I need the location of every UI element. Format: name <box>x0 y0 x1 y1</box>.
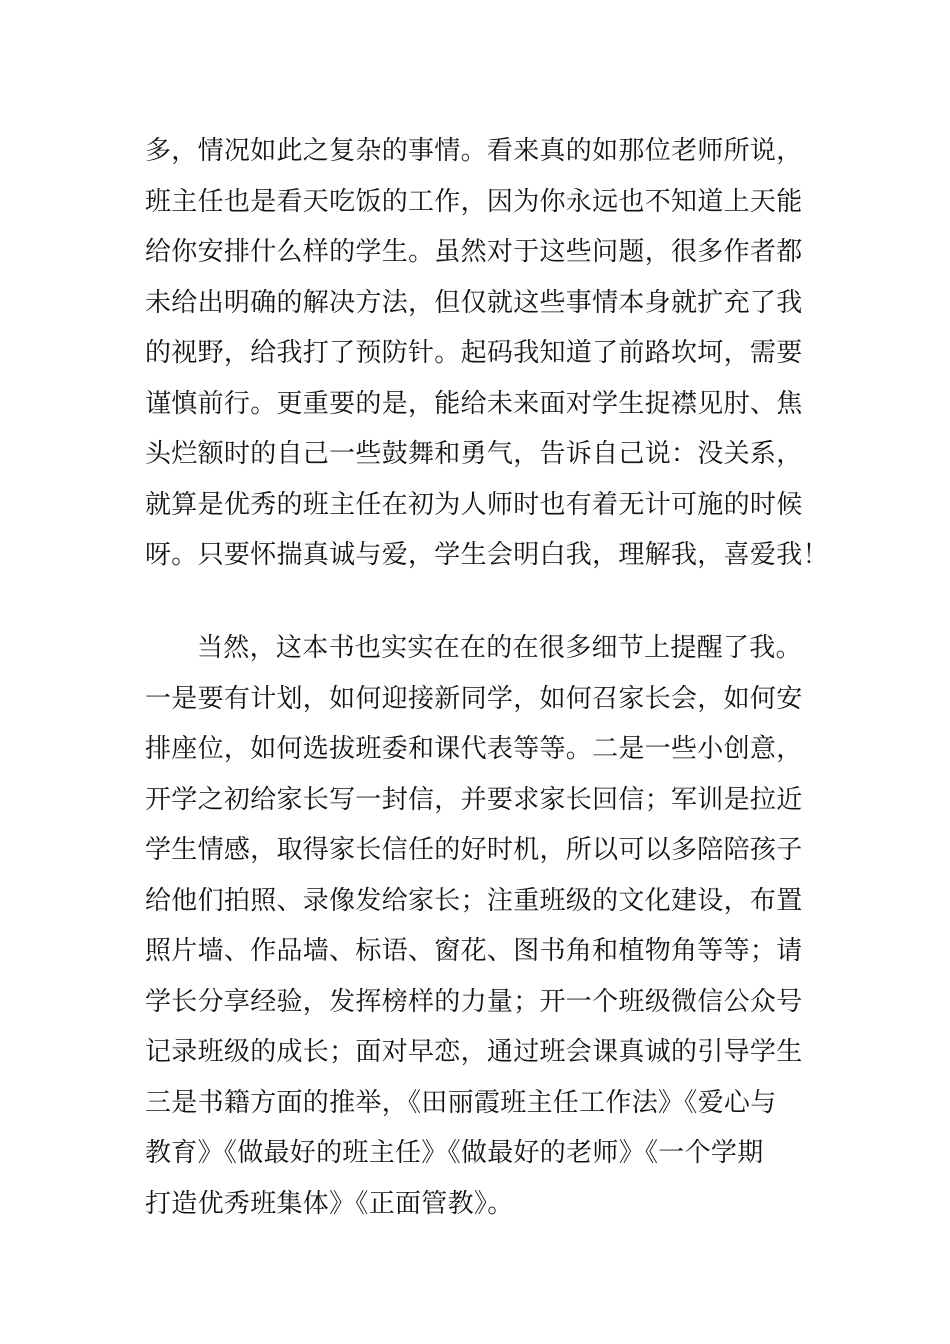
text-line: 谨慎前行。更重要的是，能给未来面对学生捉襟见肘、焦 <box>145 388 803 419</box>
text-line: 排座位，如何选拔班委和课代表等等。二是一些小创意， <box>145 734 803 764</box>
text-line: 一是要有计划，如何迎接新同学，如何召家长会，如何安 <box>145 683 803 714</box>
text-line: 的视野，给我打了预防针。起码我知道了前路坎坷，需要 <box>145 338 803 368</box>
paragraph-2 <box>145 623 815 1229</box>
text-line: 头烂额时的自己一些鼓舞和勇气，告诉自己说：没关系， <box>145 439 803 469</box>
text-line-indented: 当然，这本书也实实在在的在很多细节上提醒了我。 <box>197 633 802 663</box>
text-line: 打造优秀班集体》《正面管教》。 <box>145 1188 514 1219</box>
text-line: 班主任也是看天吃饭的工作，因为你永远也不知道上天能 <box>145 186 803 217</box>
text-line: 照片墙、作品墙、标语、窗花、图书角和植物角等等；请 <box>145 936 803 966</box>
paragraph-1 <box>145 126 829 581</box>
text-line: 就算是优秀的班主任在初为人师时也有着无计可施的时候 <box>145 489 803 520</box>
text-line: 教育》《做最好的班主任》《做最好的老师》《一个学期 <box>145 1138 764 1168</box>
text-line: 未给出明确的解决方法，但仅就这些事情本身就扩充了我 <box>145 287 803 318</box>
text-line: 学长分享经验，发挥榜样的力量；开一个班级微信公众号 <box>145 986 803 1017</box>
text-line: 给他们拍照、录像发给家长；注重班级的文化建设，布置 <box>145 885 803 916</box>
text-line: 记录班级的成长；面对早恋，通过班会课真诚的引导学生 <box>145 1037 803 1067</box>
text-line: 多，情况如此之复杂的事情。看来真的如那位老师所说， <box>145 136 803 166</box>
text-line: 三是书籍方面的推举，《田丽霞班主任工作法》《爱心与 <box>145 1087 777 1118</box>
text-line: 学生情感，取得家长信任的好时机，所以可以多陪陪孩子 <box>145 835 803 865</box>
text-line: 开学之初给家长写一封信，并要求家长回信；军训是拉近 <box>145 784 803 815</box>
text-line: 呀。只要怀揣真诚与爱，学生会明白我，理解我，喜爱我！ <box>145 540 829 570</box>
text-line: 给你安排什么样的学生。虽然对于这些问题，很多作者都 <box>145 237 803 267</box>
